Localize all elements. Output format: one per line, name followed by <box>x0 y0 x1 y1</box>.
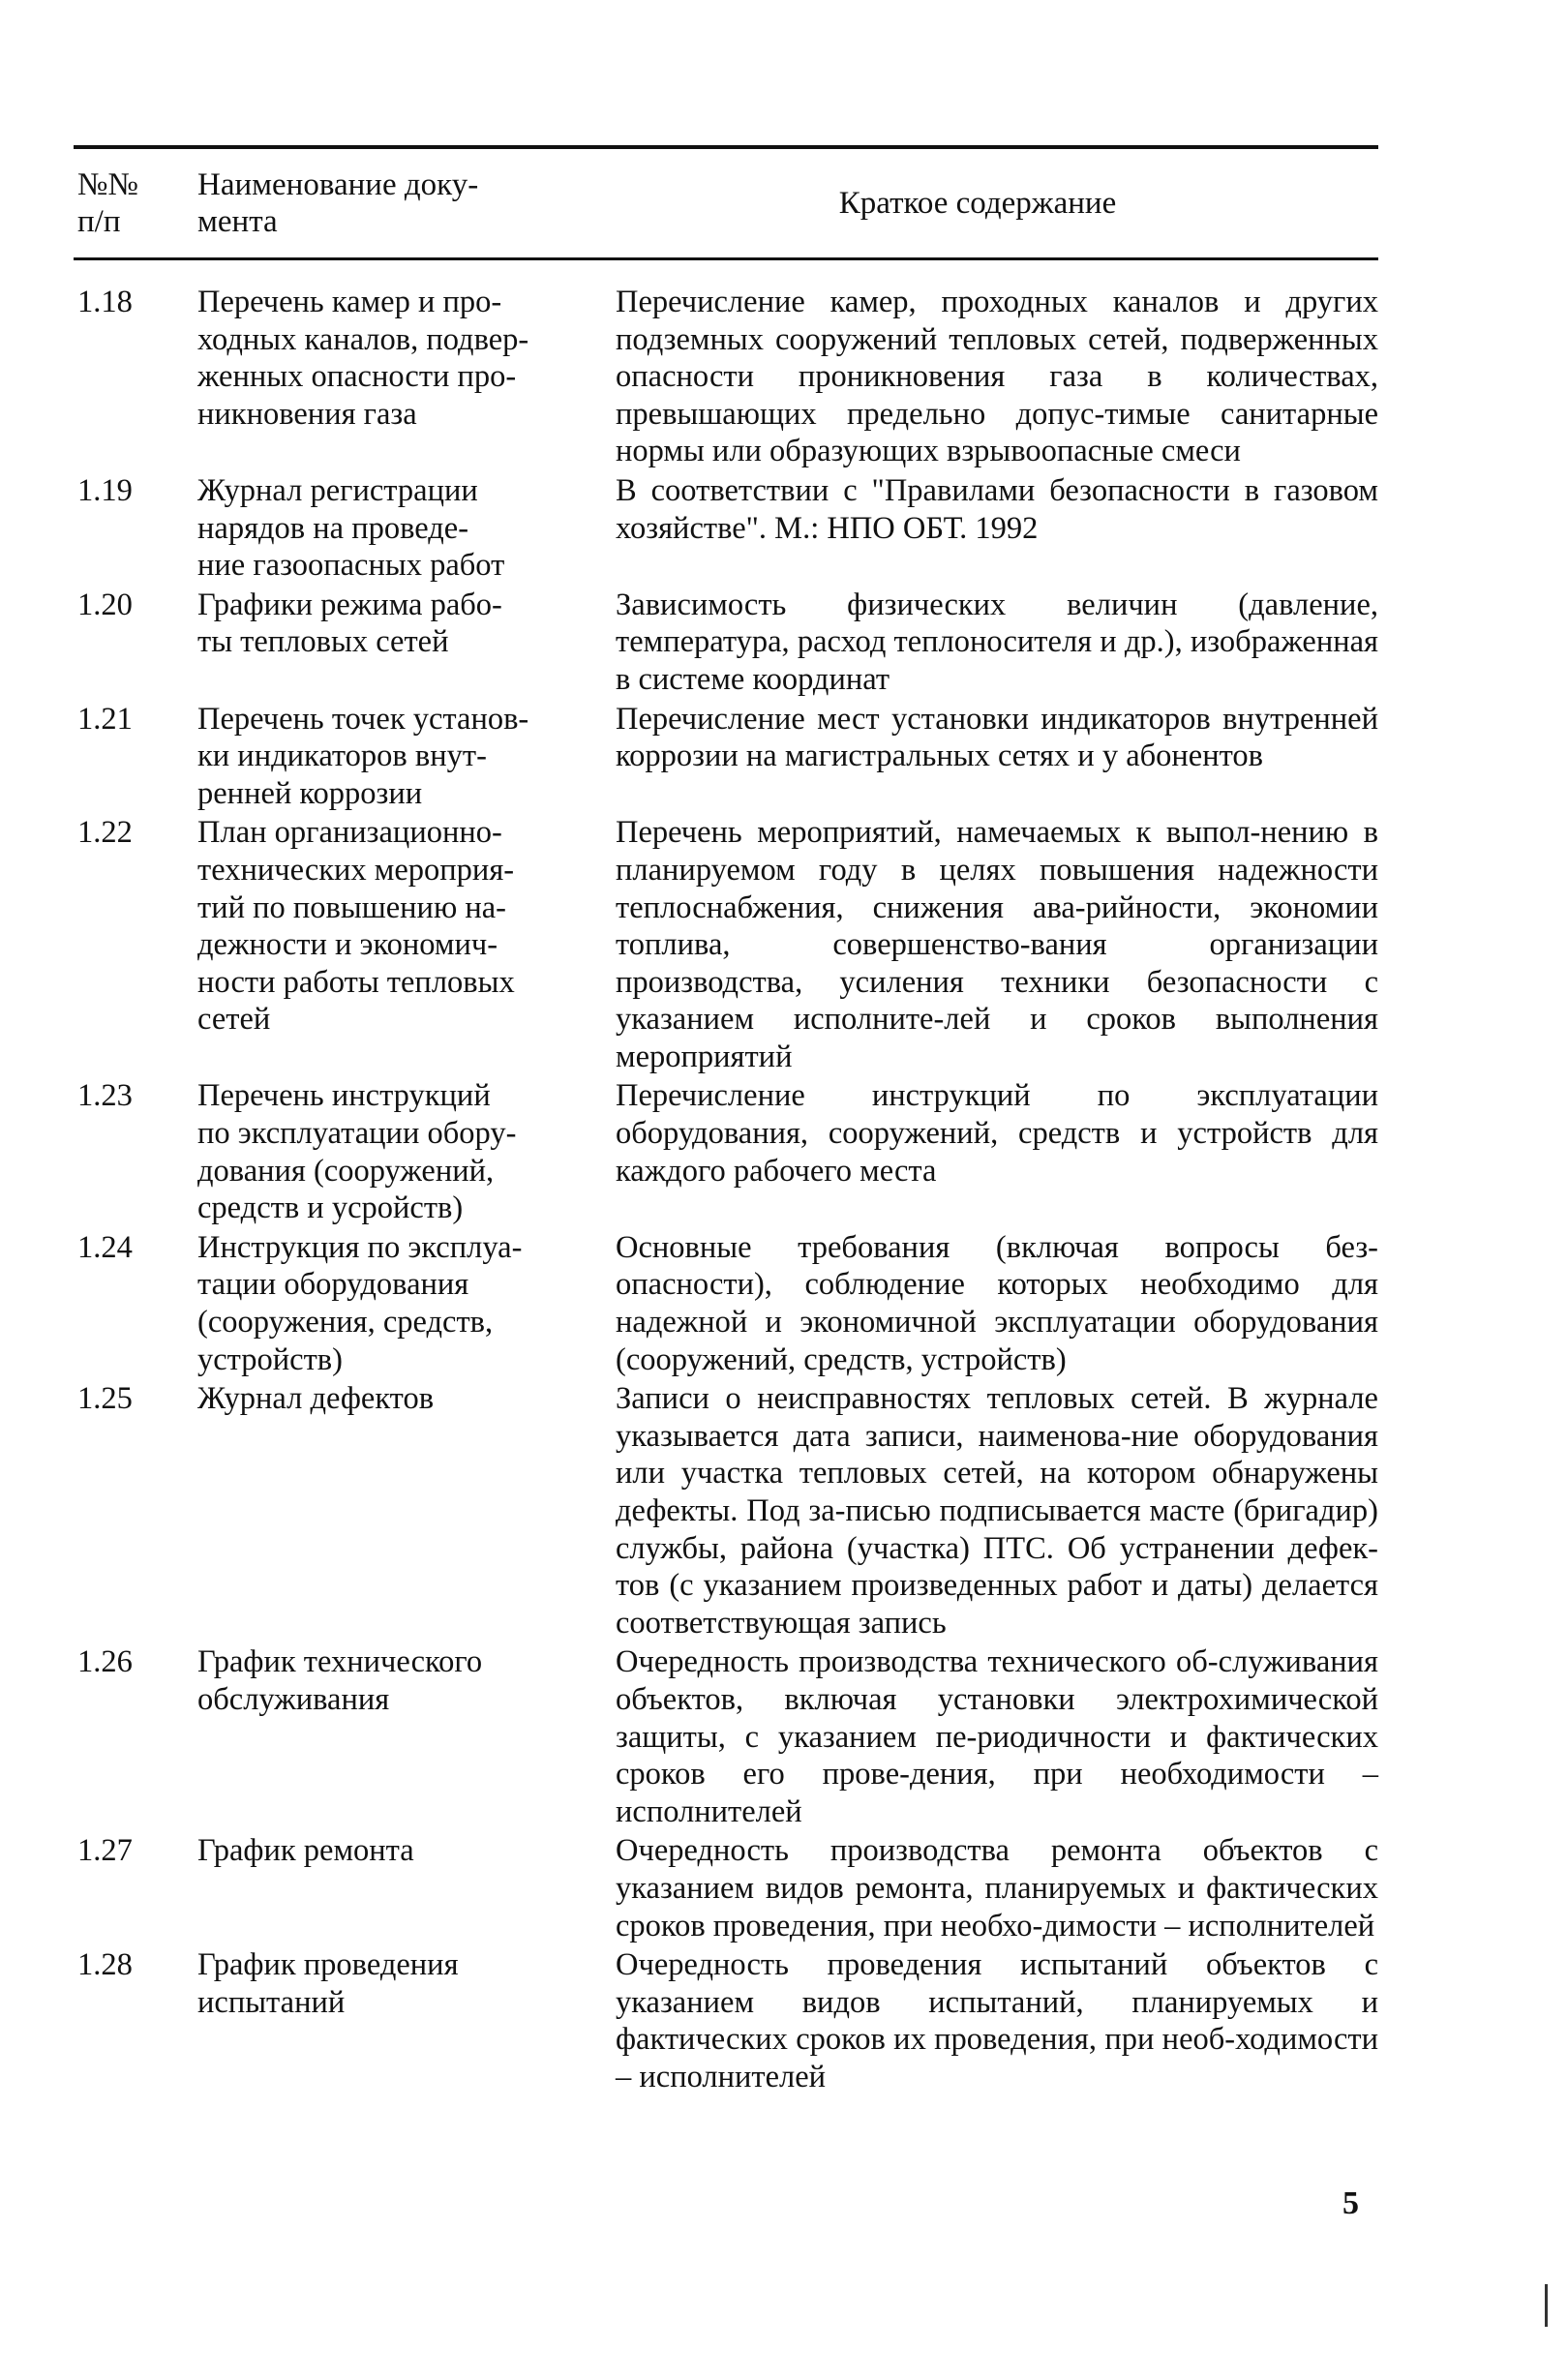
row-number: 1.21 <box>77 701 133 737</box>
table-row <box>74 587 1378 699</box>
row-summary: Основные требования (включая вопросы без-опасности), соблюдение которых необходимо для надежной и экономичной эксплуатации оборудования (сооружений, средств, устройств) <box>616 1229 1378 1377</box>
row-document-name: Перечень камер и про- ходных каналов, подвер- женных опасности про- никновения газа <box>197 285 529 432</box>
table-row <box>74 1643 1378 1830</box>
document-page <box>74 145 1378 2096</box>
header-document-name: Наименование доку- мента <box>197 167 479 239</box>
header-summary: Краткое содержание <box>838 186 1117 221</box>
row-number: 1.19 <box>77 472 133 508</box>
row-number: 1.18 <box>77 285 133 319</box>
row-document-name: Журнал дефектов <box>197 1381 435 1417</box>
row-summary: Зависимость физических величин (давление, температура, расход теплоносителя и др.), изображенная в системе координат <box>616 587 1378 697</box>
row-document-name: Перечень точек установ- ки индикаторов внут- ренней коррозии <box>197 701 529 811</box>
table-row <box>74 284 1378 470</box>
table-header <box>74 149 1378 257</box>
row-document-name: Журнал регистрации нарядов на проведе- ние газоопасных работ <box>197 472 505 584</box>
row-document-name: Инструкция по эксплуа- тации оборудования (сооружения, средств, устройств) <box>197 1229 523 1377</box>
row-number: 1.24 <box>77 1229 133 1265</box>
row-number: 1.27 <box>77 1833 133 1869</box>
row-document-name: График проведения испытаний <box>197 1947 459 2020</box>
row-number: 1.22 <box>77 815 133 851</box>
page-number: 5 <box>1342 2185 1359 2221</box>
row-document-name: План организационно- технических мероприя- тий по повышению на- дежности и экономич- ности работы тепловых сетей <box>197 815 515 1038</box>
row-summary: Перечисление камер, проходных каналов и других подземных сооружений тепловых сетей, подверженных опасности проникновения газа в количествах, превышающих предельно допус-тимые санитарные нормы или образующих взрывоопасные смеси <box>616 285 1378 469</box>
row-number: 1.20 <box>77 587 133 622</box>
row-summary: Очередность производства ремонта объектов с указанием видов ремонта, планируемых и фактических сроков проведения, при необхо-димости – исполнителей <box>616 1833 1378 1943</box>
row-summary: Перечисление инструкций по эксплуатации оборудования, сооружений, средств и устройств для каждого рабочего места <box>616 1078 1378 1189</box>
row-summary: Очередность производства технического об-служивания объектов, включая установки электрохимической защиты, с указанием пе-риодичности и фактических сроков его прове-дения, при необходимости – исполнителей <box>616 1644 1378 1829</box>
table-row <box>74 472 1378 585</box>
row-summary: Очередность проведения испытаний объектов с указанием видов испытаний, планируемых и фактических сроков их проведения, при необ-ходимости – исполнителей <box>616 1947 1378 2094</box>
row-summary: Перечисление мест установки индикаторов внутренней коррозии на магистральных сетях и у абонентов <box>616 701 1378 774</box>
table-row <box>74 1229 1378 1378</box>
row-number: 1.28 <box>77 1947 133 1983</box>
table-row <box>74 814 1378 1075</box>
row-summary: Записи о неисправностях тепловых сетей. В журнале указывается дата записи, наименова-ние оборудования или участка тепловых сетей, на котором обнаружены дефекты. Под за-писью подписывается масте (бригадир) службы, района (участка) ПТС. Об устранении дефек-тов (с указанием произведенных работ и даты) делается соответствующая запись <box>616 1381 1378 1641</box>
row-document-name: Графики режима рабо- ты тепловых сетей <box>197 587 502 660</box>
header-number: №№ п/п <box>77 167 138 239</box>
table-row <box>74 1946 1378 2095</box>
table-row <box>74 701 1378 813</box>
row-document-name: График технического обслуживания <box>197 1644 483 1717</box>
row-summary: В соответствии с "Правилами безопасности в газовом хозяйстве". М.: НПО ОБТ. 1992 <box>616 472 1378 546</box>
table-row <box>74 1077 1378 1226</box>
scan-edge-mark <box>1545 2284 1548 2327</box>
row-summary: Перечень мероприятий, намечаемых к выпол-нению в планируемом году в целях повышения надежности теплоснабжения, снижения ава-рийности, экономии топлива, совершенство-вания организации производства, усиления техники безопасности с указанием исполните-лей и сроков выполнения мероприятий <box>616 815 1378 1074</box>
row-number: 1.26 <box>77 1644 133 1680</box>
row-document-name: График ремонта <box>197 1833 414 1869</box>
row-document-name: Перечень инструкций по эксплуатации обору- дования (сооружений, средств и усройств) <box>197 1078 517 1226</box>
table-body <box>74 260 1378 2096</box>
row-number: 1.25 <box>77 1381 133 1417</box>
table-row <box>74 1380 1378 1642</box>
row-number: 1.23 <box>77 1078 133 1114</box>
table-row <box>74 1832 1378 1944</box>
